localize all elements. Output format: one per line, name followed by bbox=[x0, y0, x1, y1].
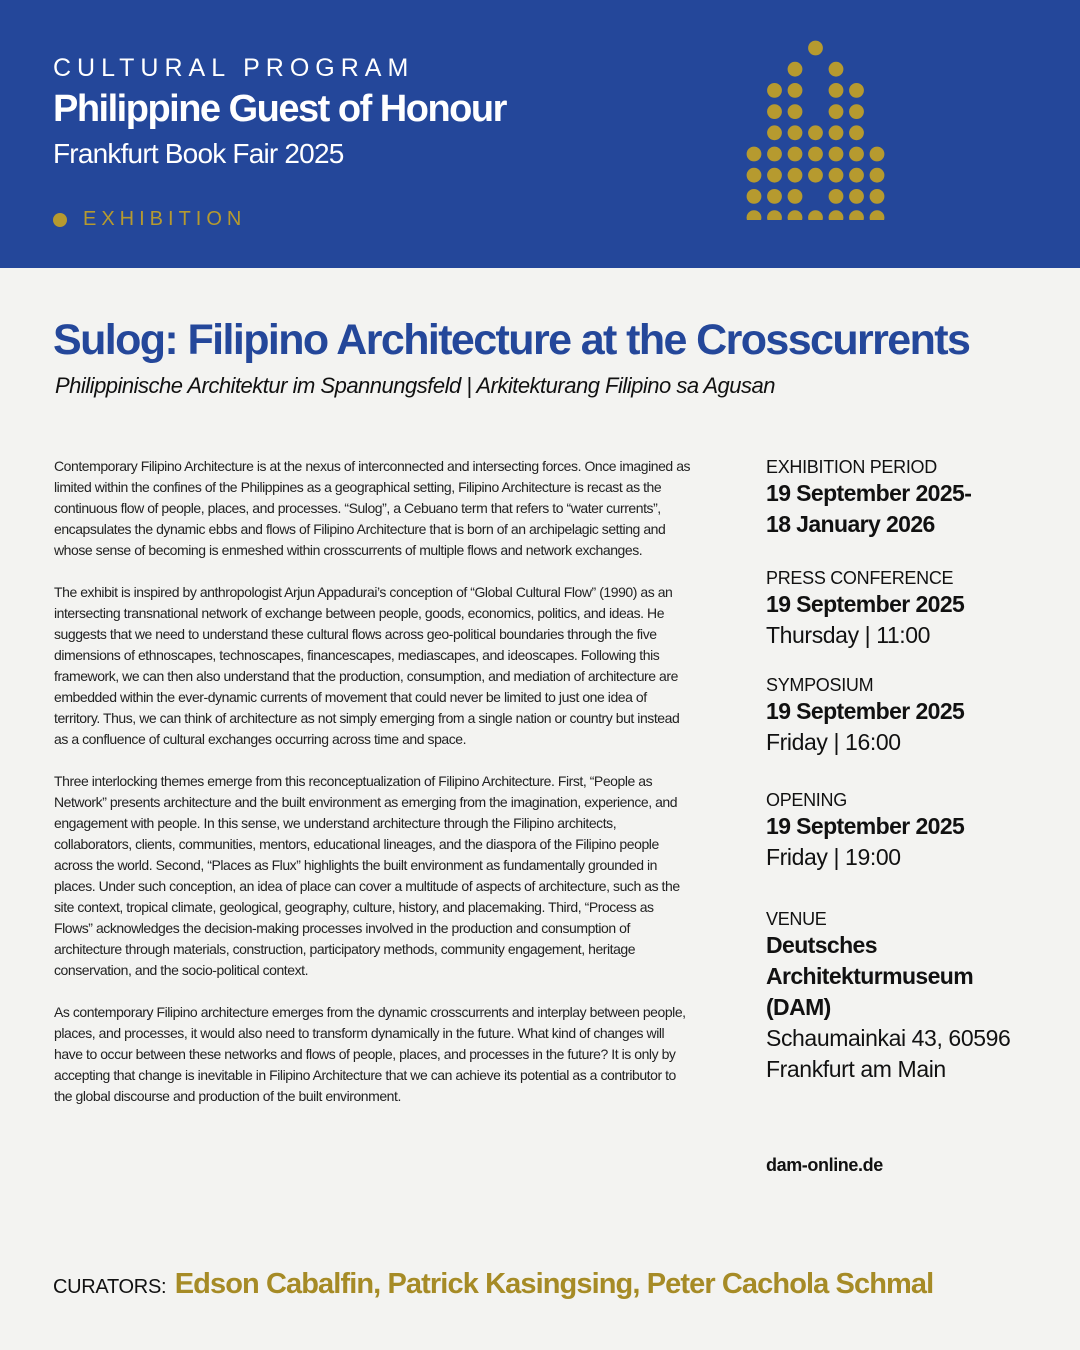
exhibition-period-start: 19 September 2025- bbox=[766, 480, 972, 506]
header-banner bbox=[0, 0, 1080, 268]
logo-dot bbox=[808, 125, 823, 140]
description-paragraph: Contemporary Filipino Architecture is at the nexus of interconnected and intersecting forces. Once imagined as limited within the confines of the Philippines as a geographical setting, Filipino Architecture is recast as the continuous flow of people, places, and processes. “Sulog”, a Cebuano term that refers to “water currents”, encapsulates the dynamic ebbs and flows of Filipino Architecture that is born of an archipelagic setting and whose sense of becoming is enmeshed within crosscurrents of multiple flows and network exchanges. bbox=[54, 458, 691, 558]
logo-dot bbox=[829, 62, 844, 77]
logo-dot bbox=[829, 104, 844, 119]
logo-dot bbox=[829, 210, 844, 220]
venue-label: VENUE bbox=[766, 909, 827, 929]
logo-dot bbox=[849, 83, 864, 98]
logo-dot bbox=[788, 125, 803, 140]
symposium-time: Friday | 16:00 bbox=[766, 729, 901, 755]
opening-time: Friday | 19:00 bbox=[766, 844, 901, 870]
logo-dot bbox=[829, 125, 844, 140]
curators-names: Edson Cabalfin, Patrick Kasingsing, Peter Cachola Schmal bbox=[174, 1268, 934, 1300]
press-conference-date: 19 September 2025 bbox=[766, 591, 965, 617]
logo-dot bbox=[849, 125, 864, 140]
logo-dot bbox=[849, 168, 864, 183]
logo-dot bbox=[829, 189, 844, 204]
description-paragraph: As contemporary Filipino architecture emerges from the dynamic crosscurrents and interplay between people, places, and processes, it would also need to transform dynamically in the future. What kind of changes will have to occur between these networks and flows of people, places, and processes in the future? It is only by accepting that change is inevitable in Filipino Architecture that we can achieve its potential as a contributor to the global discourse and production of the built environment. bbox=[54, 1004, 686, 1104]
logo-dot bbox=[808, 41, 823, 56]
logo-dot bbox=[829, 168, 844, 183]
symposium-block bbox=[766, 674, 1066, 758]
logo-dot bbox=[788, 168, 803, 183]
logo-dot bbox=[767, 104, 782, 119]
website-link[interactable]: dam-online.de bbox=[766, 1155, 883, 1175]
description-paragraph: The exhibit is inspired by anthropologist Arjun Appadurai’s conception of “Global Cultural Flow” (1990) as an intersecting transnational network of exchange between people, goods, economics, politics, and ideas. He suggests that we need to understand these cultural flows across geo-political boundaries through the five dimensions of ethnoscapes, technoscapes, financescapes, mediascapes, and ideoscapes. Following this framework, we can then also understand that the production, consumption, and mediation of architecture are embedded within the ever-dynamic currents of movement that could never be limited to just one idea of territory. Thus, we can think of architecture as not simply emerging from a single nation or country but instead as a confluence of cultural exchanges occurring across time and space. bbox=[54, 584, 680, 747]
press-conference-block bbox=[766, 567, 1066, 651]
program-kicker: CULTURAL PROGRAM bbox=[53, 54, 415, 82]
exhibition-period-end: 18 January 2026 bbox=[766, 511, 935, 537]
logo-dot bbox=[829, 83, 844, 98]
logo-dot bbox=[767, 147, 782, 162]
press-conference-label: PRESS CONFERENCE bbox=[766, 568, 954, 588]
logo-dot bbox=[870, 168, 885, 183]
press-conference-time: Thursday | 11:00 bbox=[766, 622, 931, 648]
logo-dot bbox=[767, 168, 782, 183]
logo-dot bbox=[788, 104, 803, 119]
dotted-house-icon bbox=[746, 40, 886, 220]
logo-dot bbox=[747, 210, 762, 220]
exhibition-period-block bbox=[766, 456, 1066, 540]
venue-name-line: Architekturmuseum bbox=[766, 963, 974, 989]
exhibition-subtitle: Philippinische Architektur im Spannungsfeld | Arkitekturang Filipino sa Agusan bbox=[55, 373, 775, 398]
logo-dot bbox=[747, 189, 762, 204]
logo-dot bbox=[747, 147, 762, 162]
opening-label: OPENING bbox=[766, 790, 847, 810]
guest-of-honour-title: Philippine Guest of Honour bbox=[53, 88, 506, 130]
curators-line bbox=[53, 1268, 933, 1301]
category-text: EXHIBITION bbox=[83, 208, 247, 230]
venue-name-line: (DAM) bbox=[766, 994, 831, 1020]
opening-date: 19 September 2025 bbox=[766, 813, 965, 839]
exhibition-title: Sulog: Filipino Architecture at the Crosscurrents bbox=[53, 316, 970, 364]
symposium-date: 19 September 2025 bbox=[766, 698, 965, 724]
logo-dot bbox=[808, 168, 823, 183]
logo-dot bbox=[788, 147, 803, 162]
curators-label: CURATORS: bbox=[53, 1276, 167, 1298]
exhibition-period-label: EXHIBITION PERIOD bbox=[766, 457, 937, 477]
venue-address-line: Schaumainkai 43, 60596 bbox=[766, 1025, 1011, 1051]
logo-dot bbox=[767, 83, 782, 98]
logo-dot bbox=[788, 83, 803, 98]
logo-dot bbox=[849, 210, 864, 220]
logo-dot bbox=[747, 168, 762, 183]
bullet-dot-icon bbox=[53, 213, 67, 227]
logo-dot bbox=[788, 210, 803, 220]
opening-block bbox=[766, 789, 1066, 873]
symposium-label: SYMPOSIUM bbox=[766, 675, 874, 695]
venue-address-line: Frankfurt am Main bbox=[766, 1056, 946, 1082]
logo-dot bbox=[788, 62, 803, 77]
book-fair-name: Frankfurt Book Fair 2025 bbox=[53, 138, 344, 169]
logo-dot bbox=[808, 210, 823, 220]
logo-dot bbox=[870, 147, 885, 162]
logo-dot bbox=[788, 189, 803, 204]
logo-dot bbox=[767, 189, 782, 204]
category-label bbox=[53, 208, 246, 231]
logo-dot bbox=[829, 147, 844, 162]
logo-dot bbox=[767, 210, 782, 220]
logo-dot bbox=[849, 189, 864, 204]
logo-dot bbox=[849, 104, 864, 119]
venue-name-line: Deutsches bbox=[766, 932, 877, 958]
logo-dot bbox=[870, 210, 885, 220]
description-paragraph: Three interlocking themes emerge from this reconceptualization of Filipino Architecture. First, “People as Network” presents architecture and the built environment as emerging from the imagination, experience, and engagement with people. In this sense, we understand architecture through the Filipino architects, collaborators, clients, communities, mentors, educational lineages, and the diaspora of the Filipino people across the world. Second, “Places as Flux” highlights the built environment as fundamentally grounded in places. Under such conception, an idea of place can cover a multitude of aspects of architecture, such as the site context, tropical climate, geological, geography, culture, history, and placemaking. Third, “Process as Flows” acknowledges the decision-making processes involved in the production and consumption of architecture through materials, construction, participatory methods, community engagement, heritage conservation, and the socio-political context. bbox=[54, 773, 680, 978]
description-body bbox=[54, 456, 694, 1128]
logo-dot bbox=[870, 189, 885, 204]
venue-block bbox=[766, 908, 1066, 1085]
logo-dot bbox=[849, 147, 864, 162]
logo-dot bbox=[808, 147, 823, 162]
logo-dot bbox=[767, 125, 782, 140]
